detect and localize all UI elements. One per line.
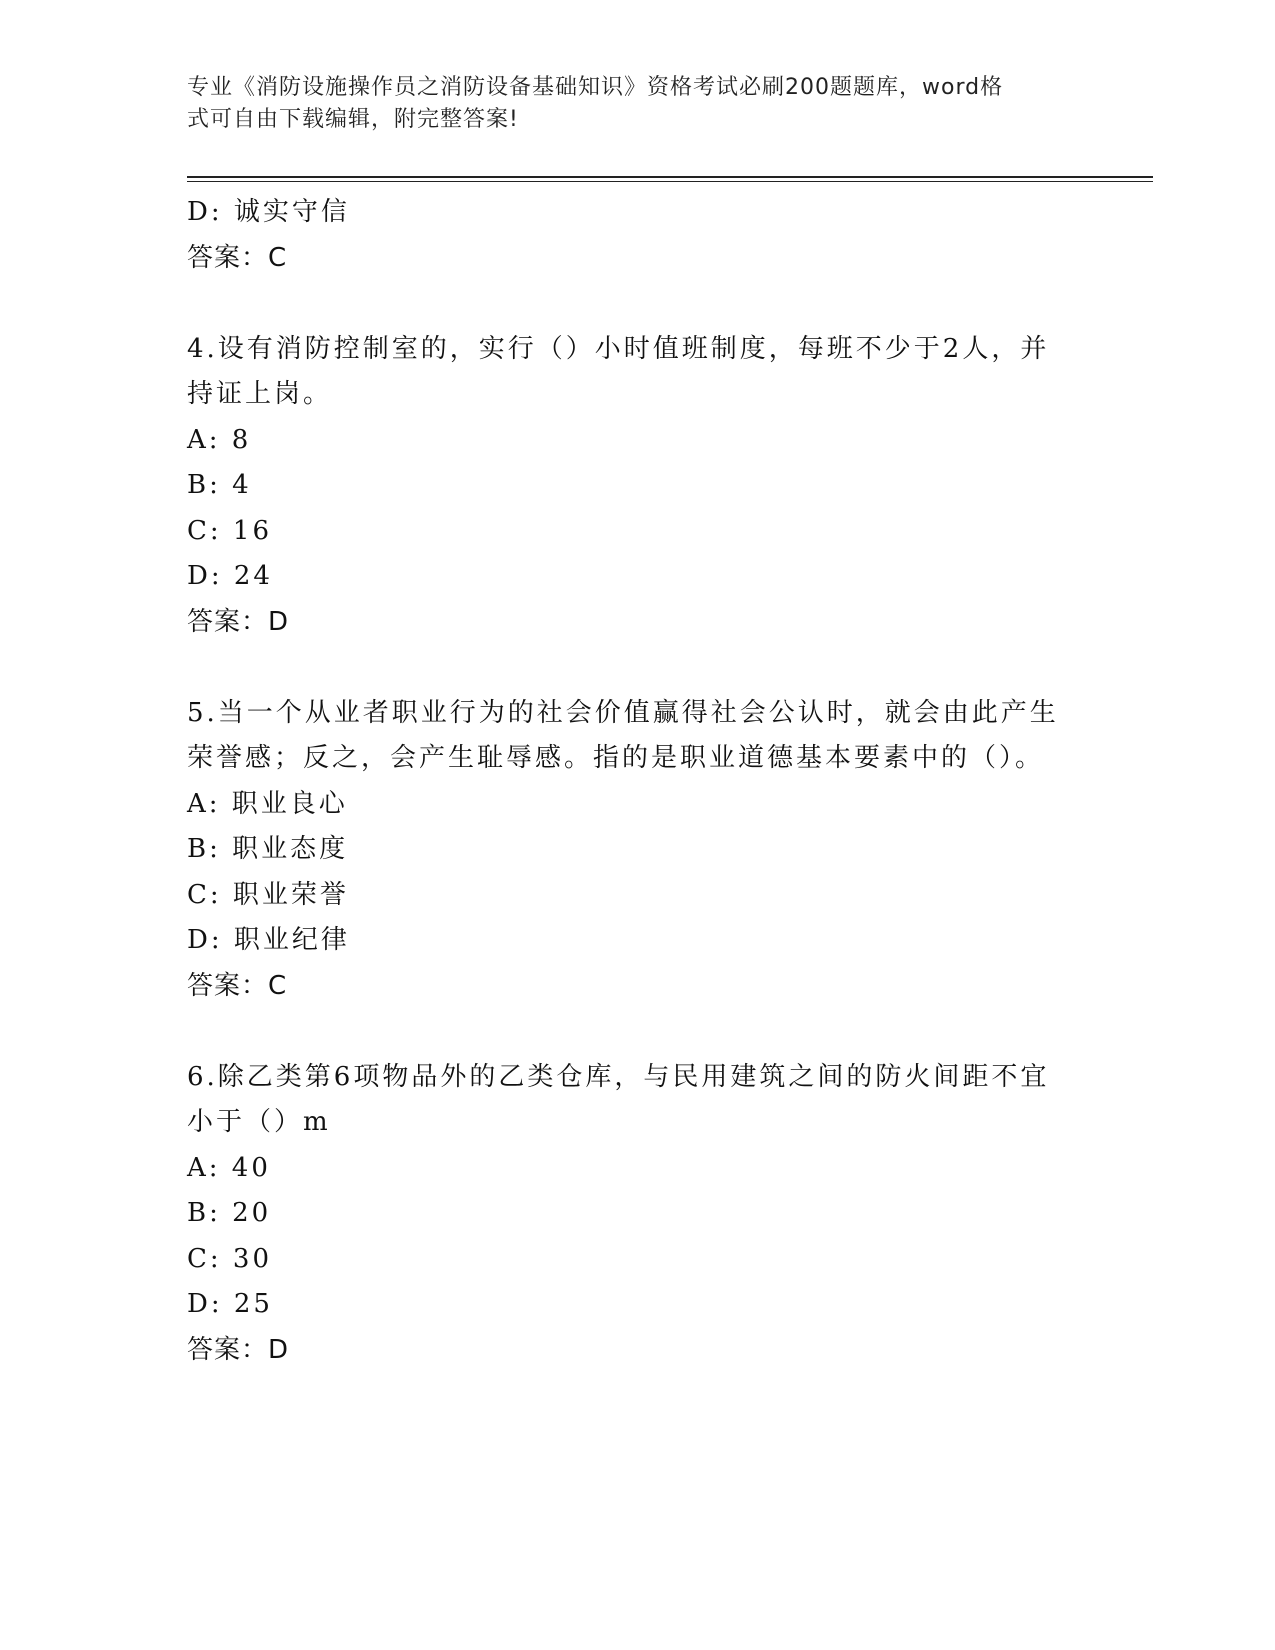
answer: 答案：D: [187, 606, 290, 637]
option-b: B: 20: [187, 1198, 272, 1228]
question-list: [187, 190, 1067, 1373]
header-line-2: 式可自由下载编辑，附完整答案!: [187, 107, 519, 132]
question-4: [187, 327, 1067, 646]
question-6: [187, 1055, 1067, 1374]
option-d: D: 诚实守信: [187, 197, 350, 227]
option-c: C: 16: [187, 515, 273, 546]
answer: 答案：D: [187, 1334, 290, 1365]
option-a: A: 8: [187, 424, 252, 455]
answer: 答案：C: [187, 242, 288, 273]
option-d: D: 职业纪律: [187, 925, 350, 955]
question-stem: 4.设有消防控制室的，实行（）小时值班制度，每班不少于2人，并: [187, 333, 1050, 364]
question-stem: 5.当一个从业者职业行为的社会价值赢得社会公认时，就会由此产生: [187, 697, 1059, 728]
question-stem-continued: 小于（）m: [187, 1107, 331, 1137]
header-divider-thin: [187, 181, 1153, 182]
question-stem-continued: 荣誉感；反之，会产生耻辱感。指的是职业道德基本要素中的（）。: [187, 743, 1045, 773]
header-line-1: 专业《消防设施操作员之消防设备基础知识》资格考试必刷200题题库，word格: [187, 75, 1004, 100]
question-5: [187, 691, 1067, 1010]
question-stem-continued: 持证上岗。: [187, 379, 333, 409]
option-a: A: 40: [187, 1152, 271, 1183]
header-divider-thick: [187, 176, 1153, 178]
document-header: [187, 72, 1067, 136]
option-d: D: 25: [187, 1289, 273, 1319]
option-b: B: 4: [187, 470, 252, 500]
answer: 答案：C: [187, 970, 288, 1001]
option-c: C: 职业荣誉: [187, 879, 349, 910]
previous-question-tail: [187, 190, 1067, 281]
option-c: C: 30: [187, 1243, 273, 1274]
option-d: D: 24: [187, 561, 273, 591]
option-b: B: 职业态度: [187, 834, 349, 864]
question-stem: 6.除乙类第6项物品外的乙类仓库，与民用建筑之间的防火间距不宜: [187, 1061, 1050, 1092]
option-a: A: 职业良心: [187, 788, 348, 819]
